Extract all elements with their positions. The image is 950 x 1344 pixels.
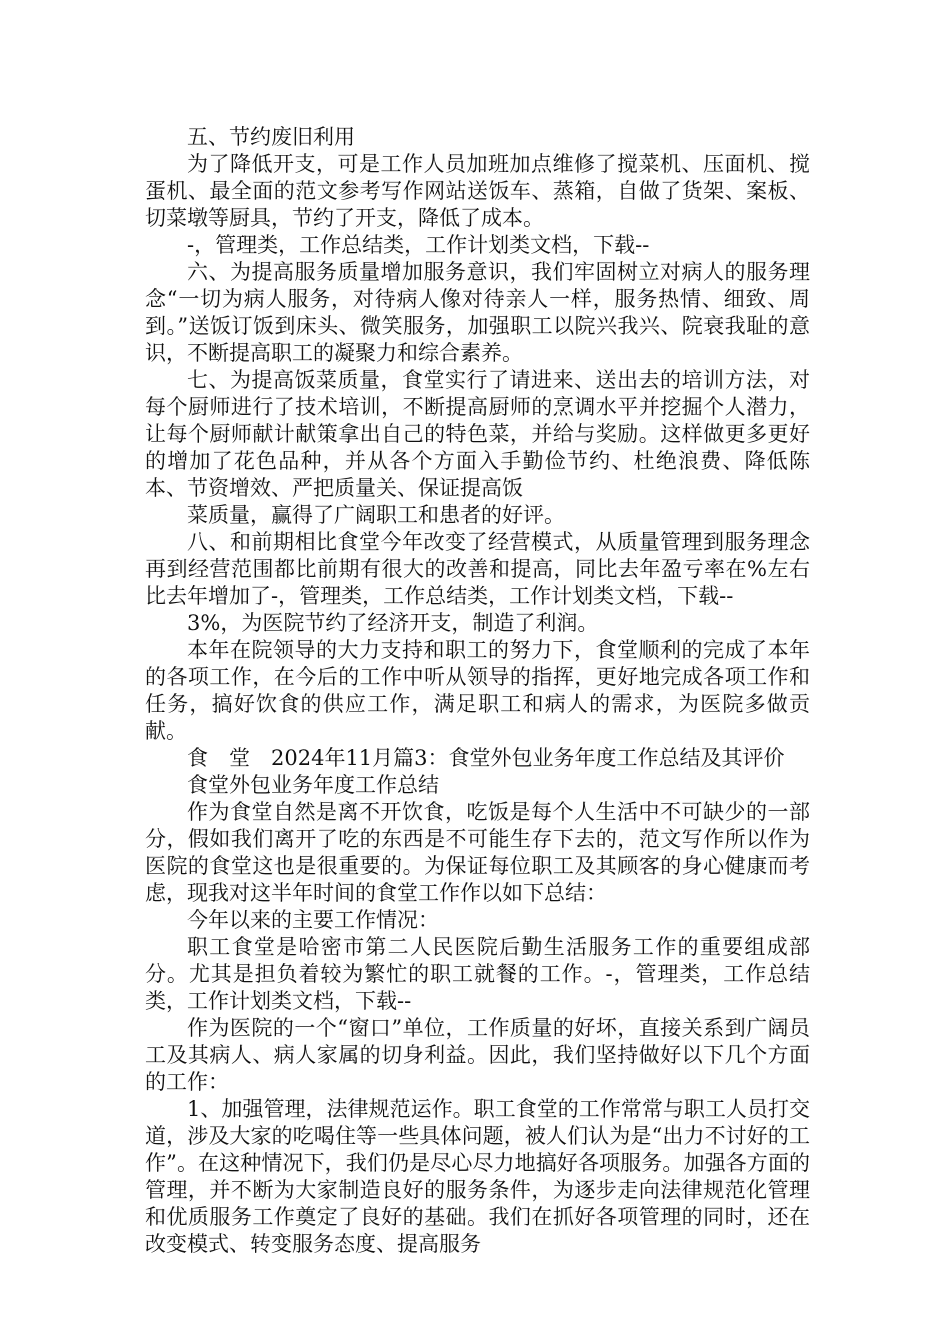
paragraph: 七、为提高饭菜质量，食堂实行了请进来、送出去的培训方法，对每个厨师进行了技术培训，不断提高厨师的烹调水平并挖掘个人潜力，让每个厨师献计献策拿出自己的特色菜，并给与奖励。这样做更多更好的增加了花色品种，并从各个方面入手勤俭节约、杜绝浪费、降低陈本、节资增效、严把质量关、保证提高饭 <box>145 368 810 500</box>
paragraph: -，管理类，工作总结类，工作计划类文档，下载-- <box>187 233 650 257</box>
article-title: 食堂外包业务年度工作总结 <box>187 773 439 797</box>
subheading: 今年以来的主要工作情况： <box>187 908 439 932</box>
paragraph: 八、和前期相比食堂今年改变了经营模式，从质量管理到服务理念再到经营范围都比前期有很大的改善和提高，同比去年盈亏率在%左右比去年增加了-，管理类，工作总结类，工作计划类文档，下载-- <box>145 530 810 608</box>
paragraph: 作为食堂自然是离不开饮食，吃饭是每个人生活中不可缺少的一部分，假如我们离开了吃的东西是不可能生存下去的，范文写作所以作为医院的食堂这也是很重要的。为保证每位职工及其顾客的身心健康而考虑，现我对这半年时间的食堂工作作以如下总结： <box>145 800 810 905</box>
paragraph: 六、为提高服务质量增加服务意识，我们牢固树立对病人的服务理念“一切为病人服务，对待病人像对待亲人一样，服务热情、细致、周到。”送饭订饭到床头、微笑服务，加强职工以院兴我兴、院衰我耻的意识，不断提高职工的凝聚力和综合素养。 <box>145 260 810 365</box>
paragraph: 作为医院的一个“窗口”单位，工作质量的好坏，直接关系到广阔员工及其病人、病人家属的切身利益。因此，我们坚持做好以下几个方面的工作： <box>145 1016 810 1094</box>
paragraph: 3%，为医院节约了经济开支，制造了利润。 <box>187 611 599 635</box>
document-body <box>145 124 810 1258</box>
paragraph: 菜质量，赢得了广阔职工和患者的好评。 <box>187 503 565 527</box>
paragraph: 为了降低开支，可是工作人员加班加点维修了搅菜机、压面机、搅蛋机、最全面的范文参考写作网站送饭车、蒸箱，自做了货架、案板、切菜墩等厨具，节约了开支，降低了成本。 <box>145 152 810 230</box>
paragraph: 职工食堂是哈密市第二人民医院后勤生活服务工作的重要组成部分。尤其是担负着较为繁忙的职工就餐的工作。-，管理类，工作总结类，工作计划类文档，下载-- <box>145 935 810 1013</box>
paragraph: 1、加强管理，法律规范运作。职工食堂的工作常常与职工人员打交道，涉及大家的吃喝住等一些具体问题，被人们认为是“出力不讨好的工作”。在这种情况下，我们仍是尽心尽力地搞好各项服务。加强各方面的管理，并不断为大家制造良好的服务条件，为逐步走向法律规范化管理和优质服务工作奠定了良好的基础。我们在抓好各项管理的同时，还在改变模式、转变服务态度、提高服务 <box>145 1097 810 1256</box>
section-heading-5: 五、节约废旧利用 <box>187 125 355 149</box>
signature-and-section-title: 食 堂 2024年11月篇3：食堂外包业务年度工作总结及其评价 <box>187 746 785 770</box>
paragraph: 本年在院领导的大力支持和职工的努力下，食堂顺利的完成了本年的各项工作，在今后的工作中听从领导的指挥，更好地完成各项工作和任务，搞好饮食的供应工作，满足职工和病人的需求，为医院多做贡献。 <box>145 638 810 743</box>
